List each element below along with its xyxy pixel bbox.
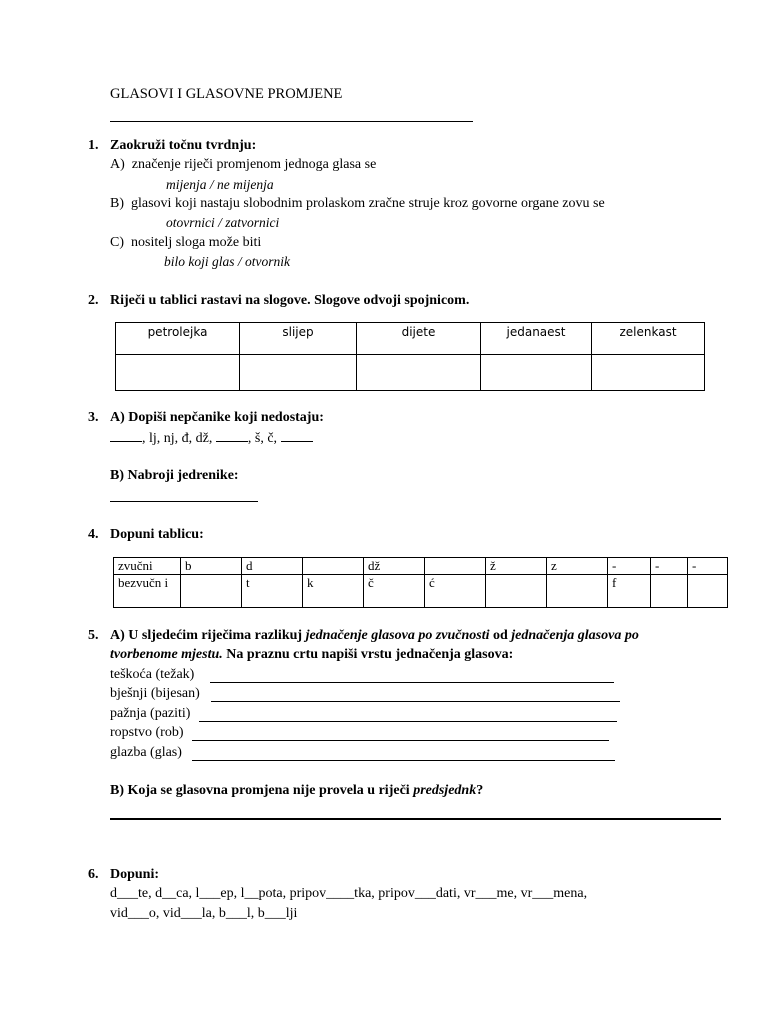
q6-fill-line-2[interactable]: vid___o, vid___la, b___l, b___lji (110, 906, 298, 921)
q5a-answer-line[interactable] (199, 721, 617, 722)
q6-heading: Dopuni: (110, 867, 160, 882)
q5a-text: Na praznu crtu napiši vrstu jednačenja glasova: (222, 647, 514, 662)
voicing-cell[interactable] (486, 575, 547, 608)
q6-number: 6. (88, 867, 99, 882)
voicing-cell: - (651, 558, 688, 575)
q3a-text-part: , lj, nj, đ, dž, (142, 431, 216, 446)
q4-heading: Dopuni tablicu: (110, 527, 204, 542)
syllable-answer-cell[interactable] (240, 355, 357, 391)
q5a-word-row (110, 667, 194, 683)
q3a-blank[interactable] (281, 429, 313, 442)
voicing-cell[interactable] (425, 558, 486, 575)
q2-number: 2. (88, 293, 99, 308)
q1-item-b-options: otovrnici / zatvornici (166, 215, 280, 230)
q5a-word: glazba (glas) (110, 745, 182, 760)
syllable-answer-cell[interactable] (116, 355, 240, 391)
syllable-table (115, 322, 705, 391)
q1-item-b (110, 196, 605, 212)
syllable-answer-cell[interactable] (592, 355, 705, 391)
q1-item-c (110, 235, 261, 251)
q3b-heading: B) Nabroji jedrenike: (110, 468, 239, 483)
q1-item-b-text: glasovi koji nastaju slobodnim prolaskom zračne struje kroz govorne organe zovu se (131, 196, 605, 211)
voicing-cell: k (303, 575, 364, 608)
voicing-cell[interactable] (547, 575, 608, 608)
q5b-question (110, 783, 483, 799)
q3a-blank[interactable] (216, 429, 248, 442)
q5a-word: teškoća (težak) (110, 667, 195, 682)
voicing-row-label: zvučni (114, 558, 181, 575)
q5a-word-row (110, 706, 190, 722)
voicing-cell: - (608, 558, 651, 575)
voicing-row-label-text: bezvučn i (118, 575, 169, 590)
voicing-cell: t (242, 575, 303, 608)
q5a-answer-line[interactable] (211, 701, 620, 702)
q5b-italic-word: predsjednk (413, 783, 477, 798)
syllable-answer-cell[interactable] (481, 355, 592, 391)
syllable-word: petrolejka (116, 323, 240, 355)
q5b-text: B) Koja se glasovna promjena nije provela u riječi (110, 783, 414, 798)
q5a-word: bješnji (bijesan) (110, 686, 200, 701)
q1-item-a-options: mijenja / ne mijenja (166, 177, 274, 192)
syllable-word: zelenkast (592, 323, 705, 355)
q5a-word-row (110, 745, 182, 761)
voicing-cell: b (181, 558, 242, 575)
q5a-word: ropstvo (rob) (110, 725, 184, 740)
q5a-italic-term: tvorbenome mjestu. (110, 647, 223, 662)
voicing-cell: ž (486, 558, 547, 575)
voicing-cell: - (688, 558, 728, 575)
q5b-answer-line[interactable] (110, 818, 721, 820)
voicing-cell: f (608, 575, 651, 608)
q1-item-b-letter: B) (110, 196, 124, 211)
voicing-cell: d (242, 558, 303, 575)
q3a-text-part: , š, č, (247, 431, 281, 446)
q5-number: 5. (88, 628, 99, 643)
q1-item-a (110, 157, 376, 173)
q1-item-c-text: nositelj sloga može biti (131, 235, 262, 250)
q5a-italic-term: jednačenja glasova po (511, 628, 639, 643)
q3a-blank[interactable] (110, 429, 142, 442)
q5a-answer-line[interactable] (192, 760, 615, 761)
voicing-cell: ć (425, 575, 486, 608)
q1-item-c-letter: C) (110, 235, 124, 250)
q5a-word-row (110, 686, 200, 702)
q5a-text: A) U sljedećim riječima razlikuj (110, 628, 306, 643)
q3a-blanks-line (110, 429, 313, 447)
q5a-answer-line[interactable] (192, 740, 609, 741)
q1-item-a-text: značenje riječi promjenom jednoga glasa se (131, 157, 377, 172)
q4-number: 4. (88, 527, 99, 542)
voicing-cell: č (364, 575, 425, 608)
q5a-answer-line[interactable] (210, 682, 614, 683)
voicing-cell: dž (364, 558, 425, 575)
q1-number: 1. (88, 138, 99, 153)
syllable-word: jedanaest (481, 323, 592, 355)
voicing-cell[interactable] (181, 575, 242, 608)
q5a-word: pažnja (paziti) (110, 706, 191, 721)
q5a-instruction-line1 (110, 628, 639, 644)
syllable-word: dijete (357, 323, 481, 355)
q5a-instruction-line2 (110, 647, 513, 663)
q5a-text: od (489, 628, 512, 643)
voicing-cell[interactable] (688, 575, 728, 608)
voicing-cell[interactable] (651, 575, 688, 608)
page-title: GLASOVI I GLASOVNE PROMJENE (110, 86, 343, 102)
voicing-row-label (114, 575, 181, 608)
voicing-cell[interactable] (303, 558, 364, 575)
q5a-word-row (110, 725, 184, 741)
q3-number: 3. (88, 410, 99, 425)
q5b-text: ? (476, 783, 484, 798)
q5a-italic-term: jednačenje glasova po zvučnosti (305, 628, 490, 643)
q1-item-a-letter: A) (110, 157, 125, 172)
title-underline (110, 121, 473, 122)
syllable-answer-cell[interactable] (357, 355, 481, 391)
voicing-table (113, 557, 728, 608)
voicing-cell: z (547, 558, 608, 575)
q3a-heading: A) Dopiši nepčanike koji nedostaju: (110, 410, 324, 425)
q6-fill-line-1[interactable]: d___te, d__ca, l___ep, l__pota, pripov____tka, pripov___dati, vr___me, vr___mena, (110, 886, 588, 901)
q1-heading: Zaokruži točnu tvrdnju: (110, 138, 257, 153)
q3b-answer-line[interactable] (110, 501, 258, 502)
q2-heading: Riječi u tablici rastavi na slogove. Slogove odvoji spojnicom. (110, 293, 470, 308)
syllable-word: slijep (240, 323, 357, 355)
q1-item-c-options: bilo koji glas / otvornik (164, 254, 290, 269)
